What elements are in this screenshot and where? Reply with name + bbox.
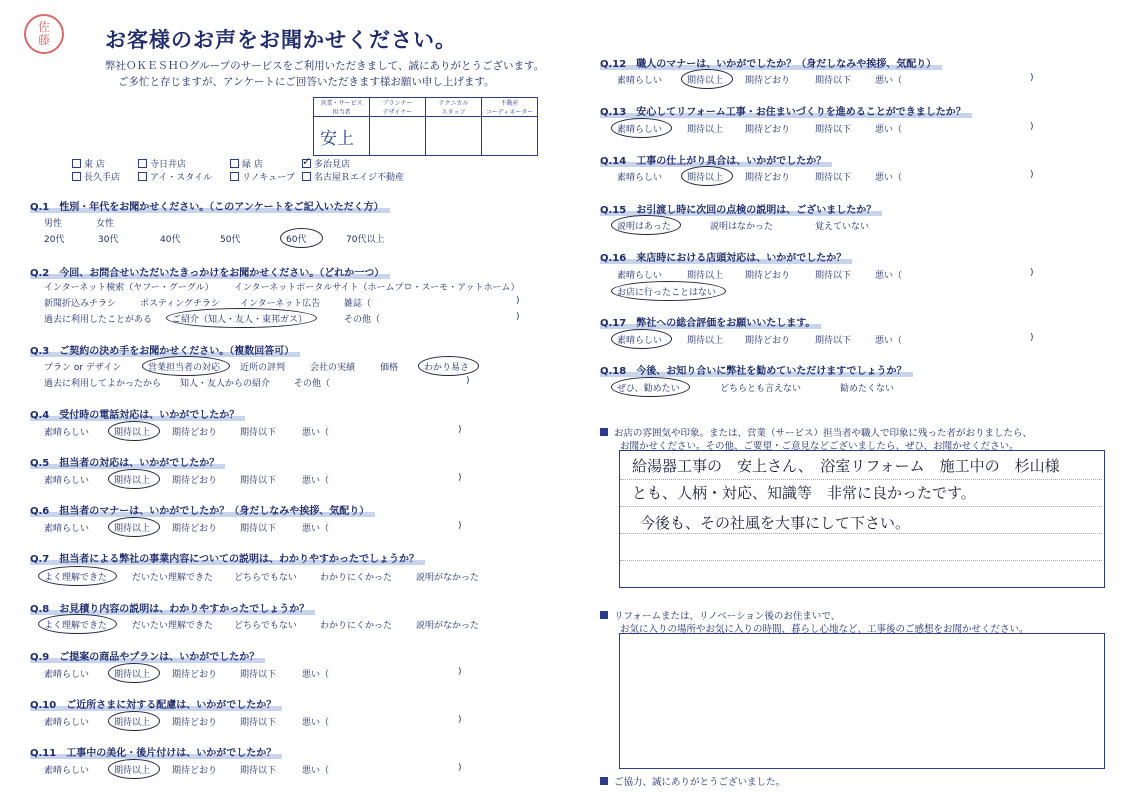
rule-line bbox=[620, 560, 1102, 561]
answer-option[interactable]: インターネットポータルサイト（ホームプロ・スーモ・アットホーム） bbox=[234, 283, 520, 293]
answer-option[interactable]: どちらでもない bbox=[234, 573, 297, 583]
answer-option[interactable]: 30代 bbox=[98, 235, 119, 245]
answer-option[interactable]: 新聞折込みチラシ bbox=[44, 299, 117, 309]
answer-option: ) bbox=[1030, 73, 1034, 83]
comment1-prompt-line-2: お聞かせください。その他、ご要望・ご意見などございましたら、ぜひ、お聞かせください。 bbox=[620, 441, 1019, 452]
hand-circle-mark bbox=[108, 663, 160, 683]
question-heading bbox=[30, 648, 265, 663]
answer-option[interactable]: だいたい理解できた bbox=[132, 573, 214, 583]
question-heading bbox=[30, 550, 425, 565]
store-option[interactable] bbox=[302, 170, 404, 183]
answer-option: ) bbox=[458, 715, 462, 725]
answer-option[interactable]: 悪い（ bbox=[302, 524, 330, 534]
store-label: アイ・スタイル bbox=[150, 173, 213, 183]
comment2-prompt-line-1 bbox=[600, 608, 840, 622]
answer-option[interactable]: ぜひ、勧めたい bbox=[617, 384, 680, 394]
store-label: 東 店 bbox=[84, 160, 105, 170]
answer-option[interactable]: 素晴らしい bbox=[617, 336, 663, 346]
answer-option[interactable]: 期待以下 bbox=[240, 524, 277, 534]
answer-option[interactable]: わかりにくかった bbox=[320, 573, 393, 583]
answer-option[interactable]: 悪い（ bbox=[875, 76, 903, 86]
answer-option[interactable]: よく理解できた bbox=[44, 621, 108, 631]
answer-option[interactable]: 素晴らしい bbox=[617, 125, 663, 135]
answer-option[interactable]: 悪い（ bbox=[875, 173, 903, 183]
footer-text: ご協力、誠にありがとうございました。 bbox=[614, 777, 786, 788]
question-text: Q.7 担当者による弊社の事業内容についての説明は、わかりやすかったでしょうか？ bbox=[30, 554, 425, 565]
question-heading bbox=[600, 362, 913, 377]
store-label: 長久手店 bbox=[84, 173, 121, 183]
answer-option[interactable]: 価格 bbox=[380, 363, 399, 373]
answer-option[interactable]: だいたい理解できた bbox=[132, 621, 214, 631]
rule-line bbox=[620, 479, 1102, 480]
store-label: 多治見店 bbox=[314, 160, 351, 170]
rule-line bbox=[620, 506, 1102, 507]
hand-circle-mark bbox=[166, 308, 317, 328]
answer-option[interactable]: 期待どおり bbox=[745, 125, 791, 135]
answer-option[interactable]: 悪い（ bbox=[302, 670, 330, 680]
answer-option[interactable]: 期待以下 bbox=[815, 125, 852, 135]
question-text: Q.6 担当者のマナーは、いかがでしたか？（身だしなみや挨拶、気配り） bbox=[30, 506, 375, 517]
store-option[interactable] bbox=[230, 157, 263, 170]
answer-option[interactable]: 期待どおり bbox=[172, 524, 218, 534]
question-heading bbox=[30, 264, 390, 279]
checkbox-icon[interactable] bbox=[138, 172, 147, 181]
answer-option[interactable]: ご紹介（知人・友人・東邦ガス） bbox=[172, 315, 308, 325]
answer-option[interactable]: 期待以下 bbox=[240, 766, 277, 776]
answer-option[interactable]: 素晴らしい bbox=[617, 173, 663, 183]
checkbox-icon[interactable] bbox=[138, 159, 147, 168]
checkbox-icon[interactable] bbox=[230, 172, 239, 181]
question-text: Q.9 ご提案の商品やプランは、いかがでしたか？ bbox=[30, 652, 265, 663]
answer-option[interactable]: 悪い（ bbox=[302, 476, 330, 486]
answer-option[interactable]: わかり易さ bbox=[424, 363, 470, 373]
question-text: Q.4 受付時の電話対応は、いかがでしたか？ bbox=[30, 410, 245, 421]
staff-value-sales[interactable]: 安上 bbox=[314, 117, 370, 156]
answer-option[interactable]: 悪い（ bbox=[875, 125, 903, 135]
square-bullet-icon bbox=[600, 428, 608, 436]
answer-option[interactable]: 素晴らしい bbox=[44, 524, 90, 534]
staff-header-planner: プランナー デザイナー bbox=[370, 98, 426, 117]
answer-option[interactable]: 期待以下 bbox=[815, 76, 852, 86]
hand-circle-mark bbox=[280, 228, 323, 248]
answer-option[interactable]: 悪い（ bbox=[302, 766, 330, 776]
answer-option[interactable]: 期待以上 bbox=[114, 670, 151, 680]
answer-option[interactable]: 期待以上 bbox=[687, 76, 724, 86]
answer-option[interactable]: 覚えていない bbox=[815, 222, 870, 232]
answer-option[interactable]: わかりにくかった bbox=[320, 621, 393, 631]
hand-circle-mark bbox=[38, 566, 117, 586]
staff-value-planner[interactable] bbox=[370, 117, 426, 156]
answer-option[interactable]: 説明はあった bbox=[617, 222, 671, 232]
answer-option[interactable]: 悪い（ bbox=[875, 271, 903, 281]
answer-option[interactable]: 期待どおり bbox=[172, 718, 218, 728]
comment2-box[interactable] bbox=[619, 633, 1105, 769]
store-option[interactable] bbox=[138, 170, 212, 183]
staff-value-realestate[interactable] bbox=[482, 117, 538, 156]
answer-option: ) bbox=[1030, 122, 1034, 132]
store-label: 緑 店 bbox=[242, 160, 263, 170]
answer-option[interactable]: インターネット検索（ヤフー・グーグル） bbox=[44, 283, 214, 293]
comment2-prompt-line-2: お気に入りの場所やお気に入りの時間、暮らし心地など、工事後のご感想をお聞かせください。 bbox=[620, 624, 1029, 635]
question-text: Q.3 ご契約の決め手をお聞かせください。（複数回答可） bbox=[30, 346, 300, 357]
checkbox-icon[interactable] bbox=[72, 159, 81, 168]
answer-option[interactable]: 期待どおり bbox=[172, 428, 218, 438]
answer-option[interactable]: 会社の実績 bbox=[310, 363, 356, 373]
question-heading bbox=[600, 249, 852, 264]
answer-option[interactable]: 期待以上 bbox=[114, 766, 151, 776]
intro-line-2: ご多忙と存じますが、アンケートにご回答いただきます様お願い申し上げます。 bbox=[118, 76, 495, 88]
answer-option[interactable]: 雑誌（ bbox=[344, 299, 372, 309]
answer-option: ) bbox=[458, 521, 462, 531]
answer-option[interactable]: 期待以上 bbox=[114, 428, 151, 438]
question-text: Q.10 ご近所さまに対する配慮は、いかがでしたか？ bbox=[30, 700, 282, 711]
name-stamp bbox=[24, 14, 64, 54]
answer-option: ) bbox=[458, 667, 462, 677]
answer-option: ) bbox=[516, 312, 520, 322]
hand-circle-mark bbox=[611, 215, 681, 235]
answer-option[interactable]: 女性 bbox=[96, 219, 115, 229]
answer-option[interactable]: お店に行ったことはない bbox=[617, 288, 717, 298]
question-heading bbox=[600, 55, 942, 70]
answer-option[interactable]: 悪い（ bbox=[875, 336, 903, 346]
staff-header-realestate: 不動産 コーディネーター bbox=[482, 98, 538, 117]
question-text: Q.16 来店時における店頭対応は、いかがでしたか？ bbox=[600, 253, 852, 264]
square-bullet-icon bbox=[600, 611, 608, 619]
answer-option[interactable]: 知人・友人からの紹介 bbox=[180, 379, 271, 389]
answer-option[interactable]: 期待以下 bbox=[815, 271, 852, 281]
answer-option[interactable]: 期待以上 bbox=[687, 271, 724, 281]
answer-option[interactable]: 期待以下 bbox=[240, 718, 277, 728]
answer-option[interactable]: その他（ bbox=[344, 315, 381, 325]
checkbox-icon[interactable] bbox=[230, 159, 239, 168]
question-heading bbox=[600, 201, 882, 216]
question-text: Q.5 担当者の対応は、いかがでしたか？ bbox=[30, 458, 225, 469]
comment1-prompt-text-1: お店の雰囲気や印象。または、営業（サービス）担当者や職人で印象に残った者がおりましたら、 bbox=[614, 428, 1033, 439]
question-heading bbox=[30, 744, 282, 759]
question-text: Q.18 今後、お知り合いに弊社を勧めていただけますでしょうか？ bbox=[600, 366, 913, 377]
answer-option[interactable]: 期待以下 bbox=[240, 476, 277, 486]
store-option[interactable] bbox=[138, 157, 186, 170]
answer-option[interactable]: 期待どおり bbox=[745, 271, 791, 281]
hand-circle-mark bbox=[108, 711, 160, 731]
footer bbox=[600, 774, 785, 788]
question-heading bbox=[30, 696, 282, 711]
square-bullet-icon bbox=[600, 777, 608, 785]
comment1-prompt-line-1 bbox=[600, 425, 1032, 439]
answer-option[interactable]: 過去に利用してよかったから bbox=[44, 379, 162, 389]
store-option[interactable] bbox=[302, 157, 350, 170]
hand-circle-mark bbox=[611, 329, 672, 349]
question-text: Q.17 弊社への総合評価をお願いいたします。 bbox=[600, 318, 821, 329]
answer-option[interactable]: 説明はなかった bbox=[710, 222, 774, 232]
answer-option[interactable]: 悪い（ bbox=[302, 718, 330, 728]
stamp-char-2: 藤 bbox=[37, 33, 50, 47]
hand-circle-mark bbox=[108, 759, 160, 779]
store-option[interactable] bbox=[72, 170, 120, 183]
answer-option: ) bbox=[458, 473, 462, 483]
store-option[interactable] bbox=[72, 157, 105, 170]
hand-circle-mark bbox=[142, 356, 230, 376]
answer-option[interactable]: 期待どおり bbox=[745, 173, 791, 183]
store-label: 名古屋Ｒエイジ不動産 bbox=[314, 173, 405, 183]
answer-option[interactable]: 期待どおり bbox=[172, 670, 218, 680]
answer-option[interactable]: ポスティングチラシ bbox=[140, 299, 220, 309]
answer-option[interactable]: 期待どおり bbox=[172, 476, 218, 486]
checkbox-icon[interactable] bbox=[302, 159, 311, 168]
answer-option[interactable]: 60代 bbox=[286, 235, 307, 245]
hand-circle-mark bbox=[108, 517, 160, 537]
answer-option[interactable]: 期待以上 bbox=[114, 524, 151, 534]
answer-option[interactable]: 近所の評判 bbox=[240, 363, 286, 373]
answer-option[interactable]: インターネット広告 bbox=[240, 299, 321, 309]
answer-option[interactable]: 素晴らしい bbox=[44, 670, 90, 680]
answer-option[interactable]: 期待以下 bbox=[815, 173, 852, 183]
hand-circle-mark bbox=[108, 421, 160, 441]
answer-option[interactable]: よく理解できた bbox=[44, 573, 108, 583]
hand-circle-mark bbox=[38, 614, 117, 634]
answer-option[interactable]: 期待どおり bbox=[745, 76, 791, 86]
store-option[interactable] bbox=[230, 170, 295, 183]
answer-option[interactable]: 期待どおり bbox=[745, 336, 791, 346]
hand-circle-mark bbox=[611, 377, 690, 397]
answer-option[interactable]: どちらとも言えない bbox=[720, 384, 802, 394]
hand-circle-mark bbox=[611, 281, 726, 301]
answer-option[interactable]: 期待以下 bbox=[240, 670, 277, 680]
hand-circle-mark bbox=[611, 118, 672, 138]
staff-value-technical[interactable] bbox=[426, 117, 482, 156]
answer-option[interactable]: どちらでもない bbox=[234, 621, 297, 631]
staff-header-sales: 営業・サービス 担当者 bbox=[314, 98, 370, 117]
question-text: Q.13 安心してリフォーム工事・お住まいづくりを進めることができましたか？ bbox=[600, 107, 972, 118]
comment1-handwriting-2: とも、人柄・対応、知識等 非常に良かったです。 bbox=[632, 484, 976, 502]
answer-option: ) bbox=[1030, 268, 1034, 278]
intro-line-1: 弊社ＯＫＥＳＨＯグループのサービスをご利用いただきまして、誠にありがとうございます。 bbox=[105, 60, 545, 72]
store-label: 寺日井店 bbox=[150, 160, 187, 170]
answer-option[interactable]: 期待以下 bbox=[815, 336, 852, 346]
hand-circle-mark bbox=[108, 469, 160, 489]
answer-option: ) bbox=[516, 296, 520, 306]
question-heading bbox=[600, 152, 832, 167]
answer-option[interactable]: 営業担当者の対応 bbox=[148, 363, 221, 373]
answer-option[interactable]: 男性 bbox=[44, 219, 63, 229]
rule-line bbox=[620, 533, 1102, 534]
staff-header-technical: テクニカル スタッフ bbox=[426, 98, 482, 117]
answer-option[interactable]: 過去に利用したことがある bbox=[44, 315, 153, 325]
answer-option: ) bbox=[1030, 333, 1034, 343]
checkbox-icon[interactable] bbox=[72, 172, 81, 181]
answer-option: ) bbox=[458, 425, 462, 435]
question-heading bbox=[30, 502, 375, 517]
answer-option[interactable]: 70代以上 bbox=[346, 235, 385, 245]
question-heading bbox=[30, 454, 225, 469]
comment1-handwriting-3: 今後も、その社風を大事にして下さい。 bbox=[640, 514, 911, 532]
answer-option[interactable]: 期待以上 bbox=[687, 173, 724, 183]
question-heading bbox=[30, 342, 300, 357]
answer-option[interactable]: 期待どおり bbox=[172, 766, 218, 776]
answer-option[interactable]: 期待以上 bbox=[687, 125, 724, 135]
answer-option[interactable]: 素晴らしい bbox=[44, 476, 90, 486]
store-label: リノキューブ bbox=[242, 173, 295, 183]
checkbox-icon[interactable] bbox=[302, 172, 311, 181]
question-text: Q.12 職人のマナーは、いかがでしたか？（身だしなみや挨拶、気配り） bbox=[600, 59, 942, 70]
answer-option[interactable]: 悪い（ bbox=[302, 428, 330, 438]
answer-option: ) bbox=[458, 763, 462, 773]
hand-circle-mark bbox=[681, 69, 733, 89]
question-heading bbox=[30, 600, 315, 615]
question-text: Q.1 性別・年代をお聞かせください。（このアンケートをご記入いただく方） bbox=[30, 202, 390, 213]
question-heading bbox=[30, 198, 390, 213]
question-text: Q.14 工事の仕上がり具合は、いかがでしたか？ bbox=[600, 156, 832, 167]
question-text: Q.15 お引渡し時に次回の点検の説明は、ございましたか？ bbox=[600, 205, 882, 216]
answer-option[interactable]: その他（ bbox=[294, 379, 331, 389]
comment2-prompt-text-1: リフォームまたは、リノベーション後のお住まいで、 bbox=[614, 611, 841, 622]
answer-option[interactable]: 素晴らしい bbox=[44, 718, 90, 728]
answer-option[interactable]: 期待以上 bbox=[114, 476, 151, 486]
answer-option[interactable]: 勧めたくない bbox=[840, 384, 895, 394]
question-heading bbox=[30, 406, 245, 421]
answer-option: ) bbox=[1030, 170, 1034, 180]
question-heading bbox=[600, 314, 821, 329]
answer-option[interactable]: 説明がなかった bbox=[416, 573, 480, 583]
answer-option[interactable]: 50代 bbox=[220, 235, 241, 245]
answer-option[interactable]: 20代 bbox=[44, 235, 65, 245]
answer-option[interactable]: 期待以上 bbox=[114, 718, 151, 728]
question-text: Q.11 工事中の美化・後片付けは、いかがでしたか？ bbox=[30, 748, 282, 759]
question-text: Q.2 今回、お問合せいただいたきっかけをお聞かせください。（どれか一つ） bbox=[30, 268, 390, 279]
hand-circle-mark bbox=[418, 356, 479, 376]
stamp-char-1: 佐 bbox=[37, 20, 50, 34]
page-title: お客様のお声をお聞かせください。 bbox=[105, 28, 457, 52]
answer-option[interactable]: 説明がなかった bbox=[416, 621, 480, 631]
answer-option[interactable]: 素晴らしい bbox=[617, 76, 663, 86]
answer-option[interactable]: 素晴らしい bbox=[44, 428, 90, 438]
comment1-handwriting-1: 給湯器工事の 安上さん、 浴室リフォーム 施工中の 杉山様 bbox=[632, 457, 1060, 475]
answer-option: ) bbox=[466, 376, 470, 386]
answer-option[interactable]: プラン or デザイン bbox=[44, 363, 122, 373]
answer-option[interactable]: 素晴らしい bbox=[44, 766, 90, 776]
answer-option[interactable]: 素晴らしい bbox=[617, 271, 663, 281]
answer-option[interactable]: 40代 bbox=[160, 235, 181, 245]
answer-option[interactable]: 期待以上 bbox=[687, 336, 724, 346]
question-text: Q.8 お見積り内容の説明は、わかりやすかったでしょうか？ bbox=[30, 604, 315, 615]
staff-table bbox=[313, 97, 538, 156]
answer-option[interactable]: 期待以下 bbox=[240, 428, 277, 438]
hand-circle-mark bbox=[681, 166, 733, 186]
question-heading bbox=[600, 103, 972, 118]
